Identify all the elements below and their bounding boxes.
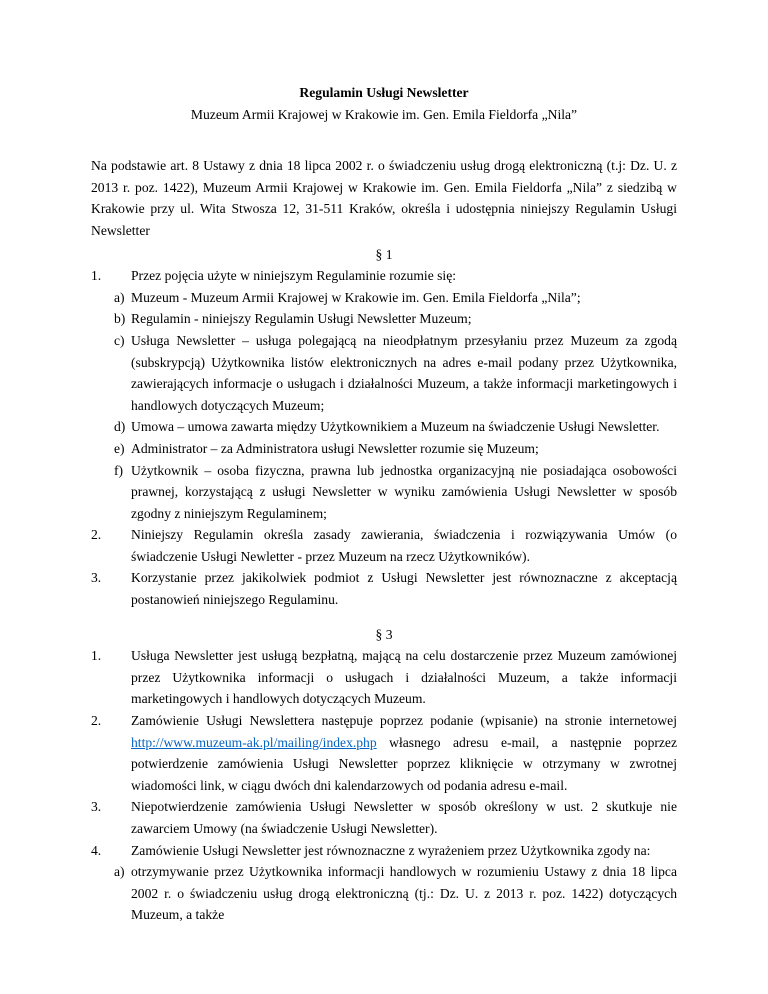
- newsletter-url-link[interactable]: http://www.muzeum-ak.pl/mailing/index.php: [131, 734, 377, 750]
- list-subitem: [91, 287, 677, 309]
- item-number: 3.: [91, 799, 102, 815]
- subitem-text: otrzymywanie przez Użytkownika informacji handlowych w rozumieniu Ustawy z dnia 18 lipca 2002 r. o świadczeniu usług drogą elektroniczną (tj.: Dz. U. z 2013 r. poz. 1422) dotyczących Muzeum, a także: [131, 864, 677, 923]
- item-text: Usługa Newsletter jest usługą bezpłatną, mającą na celu dostarczenie przez Muzeum zamówionej przez Użytkownika informacji o usługach i działalności Muzeum, a także informacji marketingowych i handlowych dotyczących Muzeum.: [131, 648, 677, 707]
- subitem-letter: d): [114, 419, 126, 435]
- list-subitem: [91, 308, 677, 330]
- item-number: 3.: [91, 570, 102, 586]
- item-text: Korzystanie przez jakikolwiek podmiot z Usługi Newsletter jest równoznaczne z akceptacją postanowień niniejszego Regulaminu.: [131, 570, 677, 608]
- list-subitem: [91, 416, 677, 438]
- document-subtitle: Muzeum Armii Krajowej w Krakowie im. Gen. Emila Fieldorfa „Nila”: [190, 106, 578, 122]
- list-item: [91, 645, 677, 710]
- subitem-text: Użytkownik – osoba fizyczna, prawna lub jednostka organizacyjną nie posiadająca osobowości prawnej, korzystającą z usługi Newsletter w wyniku zamówienia Usługi Newsletter w sposób zgodny z niniejszym Regulaminem;: [131, 462, 677, 521]
- list-item: [91, 796, 677, 839]
- list-item: [91, 710, 677, 796]
- list-subitem: [91, 460, 677, 525]
- list-subitem: [91, 438, 677, 460]
- item-number: 2.: [91, 527, 102, 543]
- item-text: Niniejszy Regulamin określa zasady zawierania, świadczenia i rozwiązywania Umów (o świadczenie Usługi Newletter - przez Muzeum na rzecz Użytkowników).: [131, 527, 677, 564]
- subitem-letter: c): [114, 332, 125, 348]
- item-text: Zamówienie Usługi Newsletter jest równoznaczne z wyrażeniem przez Użytkownika zgody na:: [131, 842, 651, 858]
- list-item: [91, 840, 677, 862]
- item-text: Niepotwierdzenie zamówienia Usługi Newsletter w sposób określony w ust. 2 skutkuje nie zawarciem Umowy (na świadczenie Usługi Newsletter).: [131, 799, 677, 836]
- section-heading-1: § 1: [375, 246, 393, 262]
- list-subitem: [91, 861, 677, 926]
- item-text-before-link: Zamówienie Usługi Newslettera następuje poprzez podanie (wpisanie) na stronie internetowej: [131, 713, 677, 729]
- subitem-letter: e): [114, 440, 125, 456]
- subitem-letter: f): [114, 462, 124, 478]
- item-number: 4.: [91, 842, 102, 858]
- document-title: Regulamin Usługi Newsletter: [299, 85, 469, 100]
- subitem-text: Muzeum - Muzeum Armii Krajowej w Krakowie im. Gen. Emila Fieldorfa „Nila”;: [131, 289, 581, 305]
- subitem-letter: a): [114, 289, 125, 305]
- list-item: [91, 567, 677, 610]
- subitem-text: Administrator – za Administratora usługi Newsletter rozumie się Muzeum;: [131, 440, 539, 456]
- list-item: [91, 524, 677, 567]
- list-item: [91, 265, 677, 287]
- item-text: [131, 713, 677, 793]
- section-heading-3: § 3: [375, 626, 393, 642]
- subitem-letter: b): [114, 311, 126, 327]
- subitem-letter: a): [114, 864, 125, 880]
- item-number: 1.: [91, 648, 102, 664]
- item-number: 2.: [91, 713, 102, 729]
- item-number: 1.: [91, 268, 102, 284]
- intro-paragraph: Na podstawie art. 8 Ustawy z dnia 18 lipca 2002 r. o świadczeniu usług drogą elektroniczną (t.j: Dz. U. z 2013 r. poz. 1422), Muzeum Armii Krajowej w Krakowie im. Gen. Emila Fieldorfa „Nila” z siedzibą w Krakowie przy ul. Wita Stwosza 12, 31-511 Kraków, określa i udostępnia niniejszy Regulamin Usługi Newsletter: [91, 158, 677, 238]
- item-text: Przez pojęcia użyte w niniejszym Regulaminie rozumie się:: [131, 268, 457, 284]
- subitem-text: Usługa Newsletter – usługa polegającą na nieodpłatnym przesyłaniu przez Muzeum za zgodą (subskrypcją) Użytkownika listów elektronicznych na adres e-mail podany przez Użytkownika, zawierających informacje o usługach i działalności Muzeum, a także informacji marketingowych i handlowych dotyczących Muzeum;: [131, 332, 677, 413]
- item-text-after-link: własnego adresu e-mail, a następnie poprzez potwierdzenie zamówienia Usługi Newsletter poprzez kliknięcie w otrzymany w zwrotnej wiadomości link, w ciągu dwóch dni kalendarzowych od podania adresu e-mail.: [131, 734, 677, 793]
- list-subitem: [91, 330, 677, 416]
- subitem-text: Regulamin - niniejszy Regulamin Usługi Newsletter Muzeum;: [131, 311, 472, 327]
- subitem-text: Umowa – umowa zawarta między Użytkownikiem a Muzeum na świadczenie Usługi Newsletter.: [131, 419, 660, 435]
